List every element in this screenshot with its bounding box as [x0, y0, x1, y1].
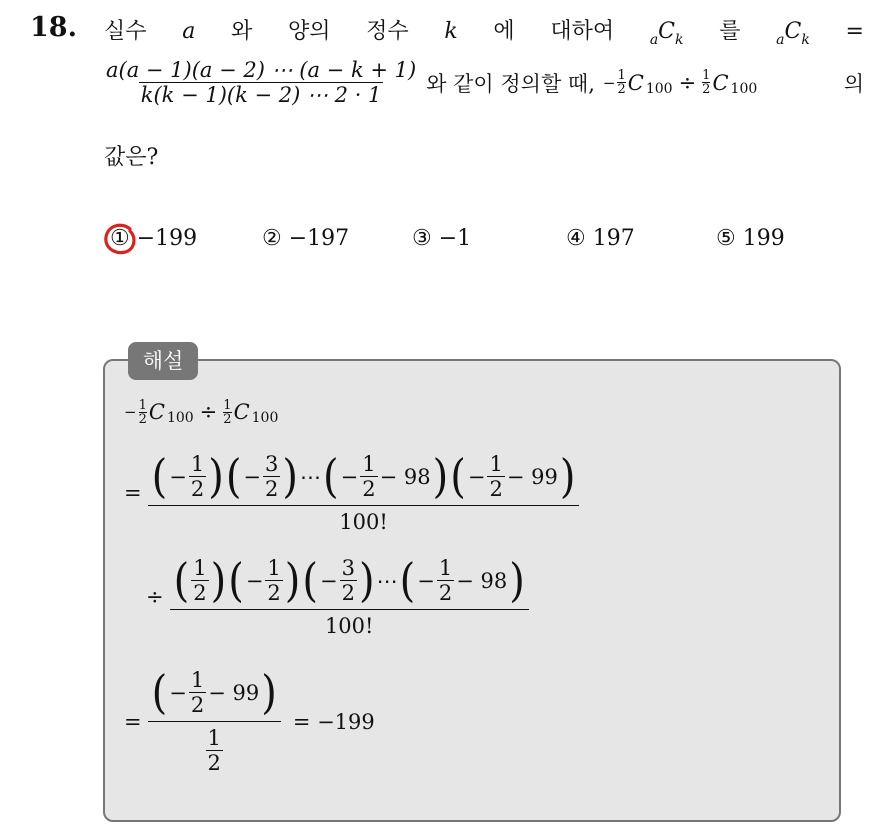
- question-line-3: 값은?: [104, 145, 159, 170]
- choice-3[interactable]: ③ −1: [412, 226, 472, 251]
- word: 정수: [366, 19, 409, 44]
- combination-symbol: $_aC_k$: [776, 19, 810, 48]
- question-line-1: [104, 14, 864, 48]
- var-a: a: [182, 19, 196, 44]
- definition-fraction: [104, 58, 418, 107]
- word: 의: [843, 71, 864, 96]
- word: 실수: [104, 19, 147, 44]
- denominator: 100!: [170, 609, 529, 638]
- choice-1[interactable]: ① −199: [110, 226, 198, 251]
- expression: − $\frac{1}{2}$ C 100 ÷ $\frac{1}{2}$ C 100: [602, 68, 758, 97]
- var-k: k: [444, 19, 458, 44]
- solution-step-4: = ( − $\frac{1}{2}$ − 99 ) $\frac{1}{2}$ = −199: [124, 666, 375, 775]
- word: 대하여: [550, 19, 615, 44]
- choice-2[interactable]: ② −197: [262, 226, 350, 251]
- solution-step-1: − $\frac{1}{2}$ C 100 ÷ $\frac{1}{2}$ C 100: [124, 397, 279, 427]
- word: 와: [231, 19, 253, 44]
- question-line-2: [104, 58, 864, 107]
- choice-5[interactable]: ⑤ 199: [716, 226, 785, 251]
- def-denominator: k(k − 1)(k − 2) ⋯ 2 · 1: [140, 83, 382, 107]
- word: 에: [493, 19, 515, 44]
- solution-step-2: = ( − $\frac{1}{2}$ ) ( − $\frac{3}{2}$ ) ⋯ ( − $\frac{1}{2}$ − 98 ) ( − $\frac{1}{2}$ − 99 ) 100!: [124, 452, 579, 534]
- solution-tag: 해설: [128, 342, 198, 380]
- solution-step-3: ÷ ( $\frac{1}{2}$ ) ( − $\frac{1}{2}$ ) ( − $\frac{3}{2}$ ) ⋯ ( − $\frac{1}{2}$ − 98 ) 100!: [146, 556, 529, 638]
- definition-text: 와 같이 정의할 때,: [426, 71, 595, 96]
- question-number: 18.: [30, 12, 77, 43]
- word: 양의: [287, 19, 331, 44]
- def-numerator: a(a − 1)(a − 2) ⋯ (a − k + 1): [106, 58, 417, 82]
- denominator: 100!: [148, 505, 580, 534]
- equals: =: [845, 19, 864, 44]
- choice-4[interactable]: ④ 197: [566, 226, 635, 251]
- final-result: = −199: [292, 709, 375, 734]
- combination-symbol: $_aC_k$: [649, 19, 684, 48]
- word: 를: [719, 19, 741, 44]
